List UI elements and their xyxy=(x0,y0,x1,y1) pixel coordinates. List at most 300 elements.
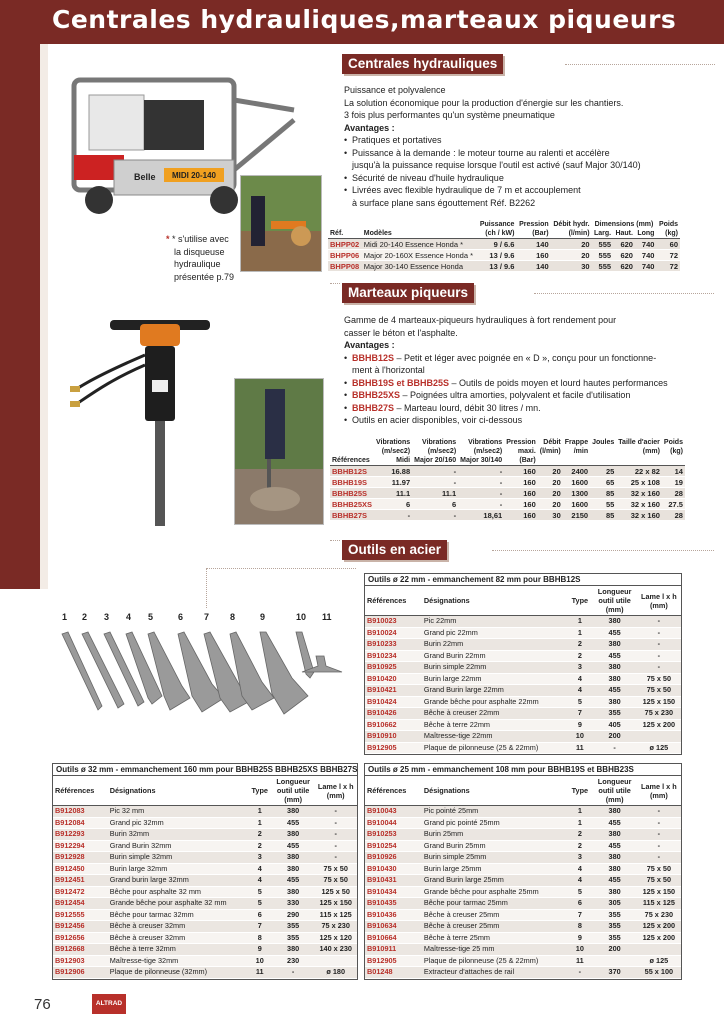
col-header: (m/sec2) xyxy=(427,448,457,455)
table-cell: 230 xyxy=(272,955,315,967)
table-cell: Grande bêche pour asphalte 22mm xyxy=(422,696,567,708)
col-header: Références xyxy=(332,457,370,464)
table-cell: ø 125 xyxy=(637,742,681,754)
table-cell: 380 xyxy=(593,886,637,898)
table-title: Outils ø 22 mm - emmanchement 82 mm pour BBHB12S xyxy=(365,574,681,586)
table-cell: 115 x 125 xyxy=(637,898,681,910)
table-cell: - xyxy=(637,650,681,662)
tools-table-25mm xyxy=(364,763,682,980)
table-cell: 455 xyxy=(593,875,637,887)
disqueuse-note: * * s'utilise avec la disqueuse hydraulique présentée p.79 xyxy=(166,233,246,283)
table-cell: 160 xyxy=(504,510,538,521)
table-row xyxy=(53,921,357,933)
note-line: hydraulique xyxy=(174,259,221,269)
table-cell: - xyxy=(412,510,458,521)
table-cell: 85 xyxy=(590,488,616,499)
tool-number: 8 xyxy=(230,612,236,622)
table-cell: Burin simple 32mm xyxy=(108,852,248,864)
table-cell: 740 xyxy=(635,261,656,272)
table-cell: 380 xyxy=(593,863,637,875)
table-cell xyxy=(637,731,681,743)
table-cell: 160 xyxy=(504,477,538,488)
table-cell: 72 xyxy=(656,261,680,272)
table-cell: 140 x 230 xyxy=(314,944,357,956)
col-header: (Bar) xyxy=(519,457,536,464)
table-cell: 1 xyxy=(567,806,592,818)
table-row xyxy=(365,708,681,720)
table-cell: 740 xyxy=(635,239,656,250)
table-cell: 6 xyxy=(374,499,412,510)
table-cell: 3 xyxy=(567,852,592,864)
tool-number: 9 xyxy=(260,612,266,622)
table-cell: 1600 xyxy=(563,499,590,510)
col-header: Vibrations xyxy=(422,439,457,446)
table-cell: 380 xyxy=(593,673,637,685)
table-cell: Grand Burin 32mm xyxy=(108,840,248,852)
table-row xyxy=(53,932,357,944)
bullet-ref: BBHB19S et BBHB25S xyxy=(352,377,450,388)
col-header: (kg) xyxy=(665,230,678,237)
table-cell: 2 xyxy=(567,650,592,662)
col-header: Vibrations xyxy=(468,439,503,446)
col-header: Joules xyxy=(592,439,615,446)
table-cell: 19 xyxy=(662,477,685,488)
table-cell: 125 x 50 xyxy=(314,886,357,898)
note-line: la disqueuse xyxy=(174,246,225,257)
tool-number: 7 xyxy=(204,612,210,622)
table-cell: 9 / 6.6 xyxy=(477,239,516,250)
table-row xyxy=(53,967,357,979)
table-cell: Maîtresse-tige 32mm xyxy=(108,955,248,967)
table-cell: B910664 xyxy=(365,932,422,944)
table-cell: B910911 xyxy=(365,944,422,956)
table-row xyxy=(328,239,680,250)
table-cell: 125 x 200 xyxy=(637,719,681,731)
table-cell: 455 xyxy=(593,627,637,639)
table-cell: Bêche à creuser 32mm xyxy=(108,932,248,944)
table-cell: 455 xyxy=(593,685,637,697)
table-cell: 160 xyxy=(504,466,538,477)
left-accent-light xyxy=(40,44,48,589)
table-row xyxy=(365,944,681,956)
table-row xyxy=(365,829,681,841)
table-cell: - xyxy=(637,852,681,864)
table-cell: BBHB27S xyxy=(330,510,374,521)
page-number: 76 xyxy=(34,996,51,1013)
col-header: Midi xyxy=(396,457,411,464)
col-header: Poids xyxy=(658,221,678,228)
col-header: Vibrations xyxy=(376,439,411,446)
table-cell: 18,61 xyxy=(458,510,504,521)
table-cell: 305 xyxy=(593,898,637,910)
col-header: Longueur outil utile (mm) xyxy=(272,776,315,806)
table-cell: 75 x 230 xyxy=(314,921,357,933)
table-cell: 11 xyxy=(248,967,272,979)
table-cell: 200 xyxy=(593,731,637,743)
table-cell: 8 xyxy=(248,932,272,944)
table-row xyxy=(365,685,681,697)
bullet-continuation: jusqu'à la puissance requise lorsque l'outil est activé (sauf Major 30/140) xyxy=(352,160,641,170)
page-title: Centrales hydrauliques,marteaux piqueurs xyxy=(52,5,677,34)
col-header xyxy=(330,447,374,456)
table-cell: B910435 xyxy=(365,898,422,910)
table-cell: B910662 xyxy=(365,719,422,731)
table-cell: 4 xyxy=(567,685,592,697)
bullet-text: – Outils de poids moyen et lourd hautes performances xyxy=(449,377,668,388)
col-header: Désignations xyxy=(422,586,567,616)
table-cell: 355 xyxy=(272,921,315,933)
table-cell: - xyxy=(458,466,504,477)
col-header xyxy=(662,456,685,466)
generator-brand-label: Belle xyxy=(134,172,156,182)
table-cell: 8 xyxy=(567,921,592,933)
table-cell: B910634 xyxy=(365,921,422,933)
table-row xyxy=(365,898,681,910)
table-title: Outils ø 25 mm - emmanchement 108 mm pour BBHB19S et BBHB23S xyxy=(365,764,681,776)
table-cell: 5 xyxy=(567,696,592,708)
table-cell: 355 xyxy=(593,909,637,921)
col-header: (ch / kW) xyxy=(485,230,515,237)
col-header xyxy=(538,456,563,466)
table-cell: Bêche à terre 32mm xyxy=(108,944,248,956)
generator-model-label: MIDI 20-140 xyxy=(171,171,217,180)
table-cell: 6 xyxy=(412,499,458,510)
table-cell: BHPP06 xyxy=(328,250,362,261)
bullet-text: – Poignées ultra amorties, polyvalent et facile d'utilisation xyxy=(400,390,631,400)
table-row xyxy=(365,932,681,944)
table-cell: 455 xyxy=(593,840,637,852)
tool-number: 5 xyxy=(148,612,154,622)
table-row xyxy=(365,863,681,875)
table-cell: 16.88 xyxy=(374,466,412,477)
table-cell: Plaque de pilonneuse (25 & 22mm) xyxy=(422,955,567,967)
table-cell: - xyxy=(637,639,681,651)
note-line: présentée p.79 xyxy=(174,271,235,282)
table-cell: 11.97 xyxy=(374,477,412,488)
table-cell: 75 x 50 xyxy=(637,875,681,887)
intro-line: Puissance et polyvalence xyxy=(344,85,446,95)
table-cell: 380 xyxy=(272,863,315,875)
table-cell: Burin 25mm xyxy=(422,829,567,841)
col-header: Désignations xyxy=(422,776,567,806)
table-cell: Pic 32 mm xyxy=(108,806,248,818)
bullet-text: – Petit et léger avec poignée en « D », conçu pour un fonctionne- xyxy=(394,352,657,363)
table-row xyxy=(328,261,680,272)
tool-number: 2 xyxy=(82,612,88,622)
table-cell: - xyxy=(374,510,412,521)
table-cell: Grand pic 22mm xyxy=(422,627,567,639)
table-cell: 11.1 xyxy=(412,488,458,499)
tools-table-32mm xyxy=(52,763,358,980)
table-cell: 4 xyxy=(567,863,592,875)
table-cell: 20 xyxy=(551,250,592,261)
marteaux-spec-table xyxy=(330,438,685,521)
table-cell: 4 xyxy=(248,875,272,887)
table-cell: Bêche à creuser 32mm xyxy=(108,921,248,933)
table-cell: 1300 xyxy=(563,488,590,499)
table-cell: 1 xyxy=(567,627,592,639)
table-cell: 11 xyxy=(567,955,592,967)
table-row xyxy=(365,921,681,933)
col-header: maxi. xyxy=(517,448,536,455)
table-cell: 355 xyxy=(593,932,637,944)
col-header: (kg) xyxy=(670,448,683,455)
col-header: Lame l x h (mm) xyxy=(314,776,357,806)
table-cell: Burin 32mm xyxy=(108,829,248,841)
bullet-item: • Pratiques et portatives xyxy=(352,134,714,147)
intro-line: 3 fois plus performantes qu'un système pneumatique xyxy=(344,110,555,120)
table-cell: 20 xyxy=(538,499,563,510)
col-header: Larg. xyxy=(593,230,612,237)
table-cell: 740 xyxy=(635,250,656,261)
table-cell: B910430 xyxy=(365,863,422,875)
table-row xyxy=(328,250,680,261)
table-cell: Grande bêche pour asphalte 25mm xyxy=(422,886,567,898)
table-cell: Grand pic pointé 25mm xyxy=(422,817,567,829)
table-cell: 28 xyxy=(662,488,685,499)
table-cell: 160 xyxy=(504,499,538,510)
col-header: Références xyxy=(53,776,108,806)
table-cell: - xyxy=(637,817,681,829)
table-cell: 4 xyxy=(567,875,592,887)
table-cell: B912083 xyxy=(53,806,108,818)
table-cell: B910233 xyxy=(365,639,422,651)
table-cell: B910043 xyxy=(365,806,422,818)
table-row xyxy=(365,719,681,731)
table-cell: B912293 xyxy=(53,829,108,841)
table-cell: 370 xyxy=(593,967,637,979)
col-header: (mm) xyxy=(642,448,660,455)
table-cell: B912905 xyxy=(365,742,422,754)
marteaux-description xyxy=(344,314,714,427)
col-header: Poids xyxy=(663,439,683,446)
bullet-item: • Puissance à la demande : le moteur tourne au ralenti et accélère xyxy=(352,147,714,160)
table-cell: 9 xyxy=(567,719,592,731)
table-cell: 3 xyxy=(248,852,272,864)
col-header: /min xyxy=(573,448,589,455)
table-cell: Plaque de pilonneuse (25 & 22mm) xyxy=(422,742,567,754)
table-cell: Grand Burin large 25mm xyxy=(422,875,567,887)
bullet-text: Outils en acier disponibles, voir ci-dessous xyxy=(352,415,523,425)
table-cell: 2 xyxy=(567,840,592,852)
col-header: Major 30/140 xyxy=(460,457,503,464)
table-cell: 5 xyxy=(248,886,272,898)
col-header: Pression xyxy=(519,221,549,228)
table-cell: - xyxy=(314,852,357,864)
table-cell: 620 xyxy=(613,261,635,272)
table-cell: Maîtresse-tige 22mm xyxy=(422,731,567,743)
table-cell: BBHB19S xyxy=(330,477,374,488)
table-cell: 85 xyxy=(590,510,616,521)
table-cell: 75 x 50 xyxy=(637,863,681,875)
section-title-marteaux: Marteaux piqueurs xyxy=(342,283,474,303)
table-cell: 2 xyxy=(248,840,272,852)
table-cell: - xyxy=(412,477,458,488)
note-line: * s'utilise avec xyxy=(172,234,229,244)
table-cell: 405 xyxy=(593,719,637,731)
table-cell: B912906 xyxy=(53,967,108,979)
table-cell: 65 xyxy=(590,477,616,488)
bullet-ref: BBHB25XS xyxy=(352,390,401,400)
table-cell: 20 xyxy=(551,239,592,250)
bullet-item xyxy=(352,389,714,402)
table-cell: 140 xyxy=(516,261,550,272)
table-cell: 125 x 200 xyxy=(637,932,681,944)
table-cell: 25 xyxy=(590,466,616,477)
table-cell: 380 xyxy=(593,616,637,628)
section-title-outils: Outils en acier xyxy=(342,540,447,560)
table-cell: 380 xyxy=(593,696,637,708)
tool-number: 4 xyxy=(126,612,132,622)
dotted-rule xyxy=(330,283,340,284)
table-cell: Burin simple 22mm xyxy=(422,662,567,674)
table-cell: 9 xyxy=(567,932,592,944)
table-cell: - xyxy=(637,806,681,818)
col-header: (l/min) xyxy=(539,448,561,455)
col-header xyxy=(590,456,616,466)
col-header: Modèles xyxy=(363,230,392,237)
table-cell: ø 180 xyxy=(314,967,357,979)
table-cell: 30 xyxy=(538,510,563,521)
table-cell: - xyxy=(637,627,681,639)
table-cell: 555 xyxy=(592,239,614,250)
table-cell: Major 30-140 Essence Honda xyxy=(362,261,477,272)
table-cell: - xyxy=(637,829,681,841)
table-cell: B912928 xyxy=(53,852,108,864)
table-cell: 620 xyxy=(613,250,635,261)
table-row xyxy=(53,863,357,875)
table-cell: B912456 xyxy=(53,921,108,933)
table-cell: B912450 xyxy=(53,863,108,875)
table-row xyxy=(365,627,681,639)
tool-number: 3 xyxy=(104,612,110,622)
table-cell: 6 xyxy=(567,898,592,910)
table-cell: 125 x 150 xyxy=(637,886,681,898)
table-cell: Bêche pour tarmac 32mm xyxy=(108,909,248,921)
table-cell: 75 x 50 xyxy=(314,863,357,875)
table-cell: 6 xyxy=(248,909,272,921)
table-row xyxy=(365,852,681,864)
bullet-ref: BBHB27S xyxy=(352,402,395,413)
table-cell: 380 xyxy=(593,829,637,841)
table-row xyxy=(53,806,357,818)
table-row xyxy=(53,944,357,956)
table-cell: 75 x 230 xyxy=(637,909,681,921)
table-cell: - xyxy=(458,499,504,510)
table-cell: Extracteur d'attaches de rail xyxy=(422,967,567,979)
table-cell xyxy=(593,955,637,967)
table-row xyxy=(365,673,681,685)
intro-line: Gamme de 4 marteaux-piqueurs hydrauliques à fort rendement pour xyxy=(344,315,617,325)
bullet-item xyxy=(352,377,714,390)
table-row xyxy=(365,696,681,708)
table-cell: Burin large 22mm xyxy=(422,673,567,685)
col-header: Désignations xyxy=(108,776,248,806)
table-row xyxy=(365,639,681,651)
table-row xyxy=(365,886,681,898)
table-row xyxy=(365,840,681,852)
breaker-worker-photo xyxy=(234,378,324,525)
table-cell: 32 x 160 xyxy=(616,499,662,510)
table-cell: 14 xyxy=(662,466,685,477)
table-cell: B912451 xyxy=(53,875,108,887)
table-row xyxy=(365,909,681,921)
table-cell: Bêche à terre 22mm xyxy=(422,719,567,731)
table-cell: 380 xyxy=(593,852,637,864)
table-cell: 125 x 120 xyxy=(314,932,357,944)
table-cell: 380 xyxy=(272,886,315,898)
table-cell: B912454 xyxy=(53,898,108,910)
table-cell: B912903 xyxy=(53,955,108,967)
table-cell: 75 x 230 xyxy=(637,708,681,720)
table-cell: Plaque de pilonneuse (32mm) xyxy=(108,967,248,979)
table-cell: Burin large 25mm xyxy=(422,863,567,875)
table-cell: 30 xyxy=(551,261,592,272)
table-cell: 160 xyxy=(504,488,538,499)
table-cell: B910044 xyxy=(365,817,422,829)
table-cell: 125 x 150 xyxy=(637,696,681,708)
table-row xyxy=(53,817,357,829)
dotted-rule xyxy=(330,540,340,541)
table-cell: 28 xyxy=(662,510,685,521)
table-cell: - xyxy=(458,477,504,488)
table-row xyxy=(53,909,357,921)
table-cell: B912555 xyxy=(53,909,108,921)
centrales-description xyxy=(344,84,714,209)
table-cell: Grande bêche pour asphalte 32 mm xyxy=(108,898,248,910)
table-cell: 380 xyxy=(272,829,315,841)
table-cell: ø 125 xyxy=(637,955,681,967)
table-cell: 75 x 50 xyxy=(314,875,357,887)
table-cell: 140 xyxy=(516,239,550,250)
table-cell: Pic pointé 25mm xyxy=(422,806,567,818)
table-cell: 32 x 160 xyxy=(616,510,662,521)
bullet-item xyxy=(352,402,714,415)
table-cell: 13 / 9.6 xyxy=(477,250,516,261)
table-cell: 1 xyxy=(567,817,592,829)
table-cell: - xyxy=(567,967,592,979)
table-cell: BBHB25XS xyxy=(332,499,373,509)
table-row xyxy=(365,662,681,674)
table-cell: 380 xyxy=(272,944,315,956)
col-header: Débit hydr. xyxy=(553,221,590,228)
table-cell: - xyxy=(412,466,458,477)
table-cell: B910421 xyxy=(365,685,422,697)
table-row xyxy=(53,886,357,898)
table-cell: Grand Burin 22mm xyxy=(422,650,567,662)
table-cell: B910436 xyxy=(365,909,422,921)
table-cell: B910431 xyxy=(365,875,422,887)
table-cell: 355 xyxy=(272,932,315,944)
table-cell: B912294 xyxy=(53,840,108,852)
col-header xyxy=(590,447,616,456)
table-cell: 11 xyxy=(567,742,592,754)
col-header: (m/sec2) xyxy=(381,448,411,455)
table-cell: - xyxy=(593,742,637,754)
table-cell: Bêche à creuser 25mm xyxy=(422,921,567,933)
tool-number: 10 xyxy=(296,612,307,622)
table-cell: Pic 22mm xyxy=(422,616,567,628)
table-cell: 1600 xyxy=(563,477,590,488)
table-cell: 620 xyxy=(613,239,635,250)
table-cell: 11.1 xyxy=(374,488,412,499)
table-cell: 455 xyxy=(272,875,315,887)
tools-table-22mm xyxy=(364,573,682,755)
col-header: (l/min) xyxy=(568,230,590,237)
table-row xyxy=(53,875,357,887)
col-header: Réf. xyxy=(330,230,344,237)
table-cell: 555 xyxy=(592,250,614,261)
